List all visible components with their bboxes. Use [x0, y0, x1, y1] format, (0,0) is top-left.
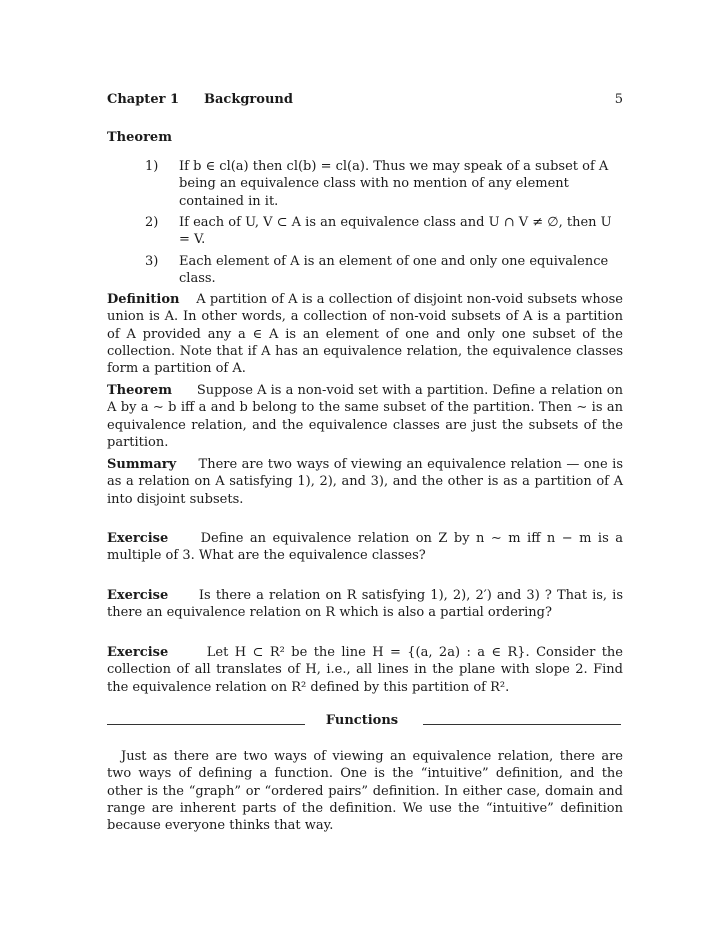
item-text: If each of U, V ⊂ A is an equivalence class and U ∩ V ≠ ∅, then U = V. — [179, 215, 612, 248]
functions-text: Just as there are two ways of viewing an equivalence relation, there are two ways of defining a function. One is the “intuitive” definition, and the other is the “graph” or “ordered pairs” definition. In either case, domain and range are inherent parts of the definition. We use the “intuitive” definition because everyone thinks that way. — [107, 749, 623, 834]
theorem-heading: Theorem — [107, 130, 172, 145]
section-rule-left — [107, 724, 305, 725]
exercise-text: Define an equivalence relation on Z by n ∼ m iff n − m is a multiple of 3. What are the equivalence classes? — [107, 531, 623, 564]
exercise-paragraph-2 — [107, 587, 623, 622]
exercise-text: Let H ⊂ R² be the line H = {(a, 2a) : a ∈ R}. Consider the collection of all translates of H, i.e., all lines in the plane with slope 2. Find the equivalence relation on R² defined by this partition of R². — [107, 645, 623, 695]
theorem-text: Suppose A is a non-void set with a partition. Define a relation on A by a ∼ b iff a and b belong to the same subset of the partition. Then ∼ is an equivalence relation, and the equivalence classes are just the subsets of the partition. — [107, 383, 624, 450]
summary-label: Summary — [107, 457, 177, 472]
theorem-label: Theorem — [107, 383, 172, 398]
summary-text: There are two ways of viewing an equivalence relation — one is as a relation on A satisfying 1), 2), and 3), and the other is as a partition of A into disjoint subsets. — [107, 457, 623, 507]
item-number: 1) — [145, 159, 159, 174]
exercise-text: Is there a relation on R satisfying 1), 2), 2′) and 3) ? That is, is there an equivalence relation on R which is also a partial ordering? — [107, 588, 624, 621]
definition-paragraph — [107, 291, 623, 377]
functions-heading: Functions — [325, 713, 399, 728]
exercise-label: Exercise — [107, 531, 169, 546]
definition-text: A partition of A is a collection of disjoint non-void subsets whose union is A. In other words, a collection of non-void subsets of A is a partition of A provided any a ∈ A is an element of one and only one subset of the collection. Note that if A has an equivalence relation, the equivalence classes form a partition of A. — [107, 292, 623, 377]
functions-paragraph — [107, 748, 623, 834]
exercise-paragraph-3 — [107, 644, 623, 696]
item-number: 2) — [145, 215, 159, 230]
theorem-paragraph — [107, 382, 623, 451]
section-label: Background — [204, 92, 293, 107]
exercise-label: Exercise — [107, 645, 169, 660]
item-text: Each element of A is an element of one and only one equivalence class. — [179, 254, 609, 287]
page-number: 5 — [614, 92, 623, 107]
item-number: 3) — [145, 254, 159, 269]
definition-label: Definition — [107, 292, 180, 307]
running-header — [107, 92, 623, 112]
chapter-label: Chapter 1 — [107, 92, 180, 107]
summary-paragraph — [107, 456, 623, 508]
exercise-paragraph-1 — [107, 530, 623, 565]
item-text: If b ∈ cl(a) then cl(b) = cl(a). Thus we may speak of a subset of A being an equivalence class with no mention of any element contained in it. — [179, 159, 609, 209]
exercise-label: Exercise — [107, 588, 169, 603]
section-rule-right — [423, 724, 621, 725]
